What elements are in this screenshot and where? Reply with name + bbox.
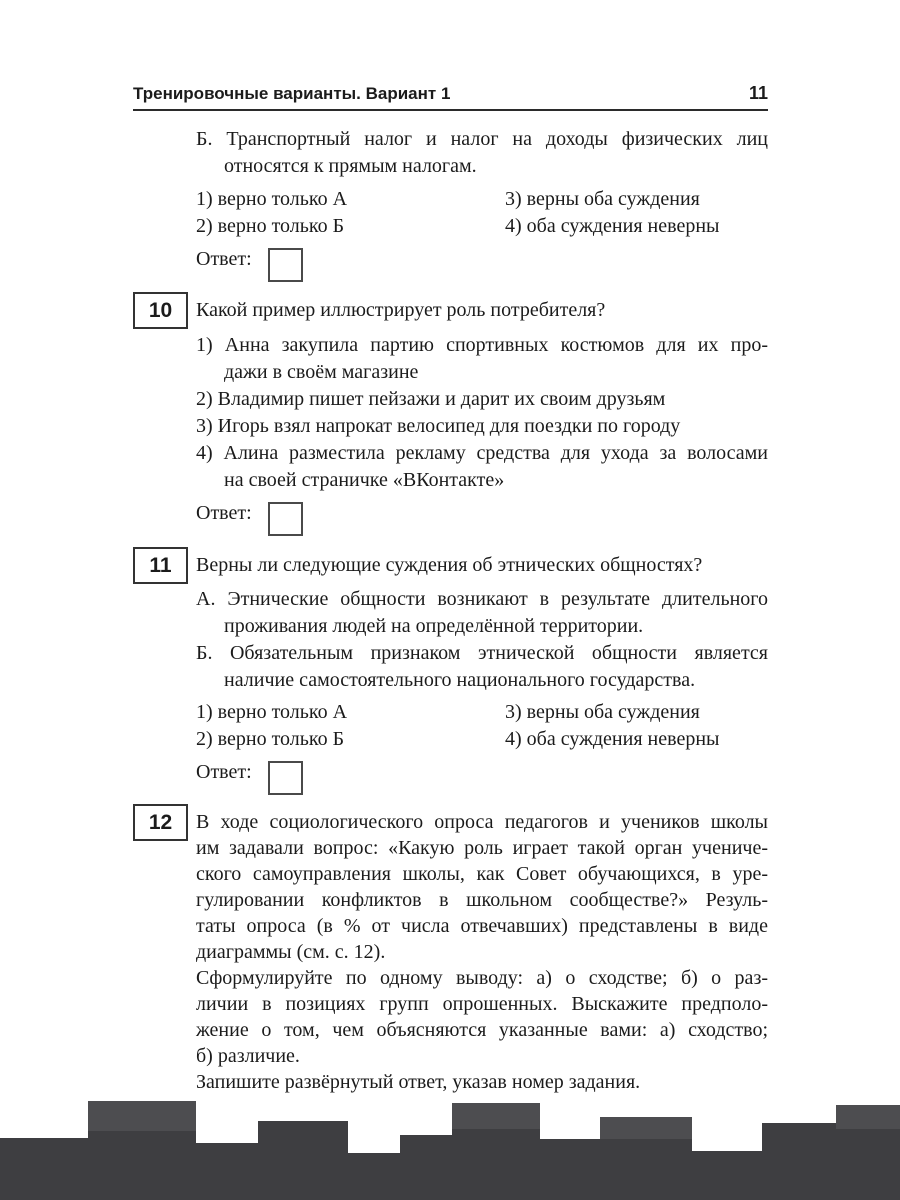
q11-statement-b-line1: Б. Обязательным признаком этнической общности является: [196, 642, 768, 664]
q12-text: [196, 809, 768, 1095]
q10-number: 10: [148, 298, 173, 322]
q11-option-2: 2) верно только Б: [196, 728, 345, 750]
q11-option-1: 1) верно только А: [196, 701, 348, 723]
page-number: 11: [748, 83, 768, 103]
q9-option-2: 2) верно только Б: [196, 215, 345, 237]
q12-line-2: им задавали вопрос: «Какую роль играет такой орган учениче-: [196, 837, 768, 859]
scan-edge-band: [0, 1093, 900, 1200]
q12-line-5: таты опроса (в % от числа отвечавших) представлены в виде: [196, 915, 768, 937]
q10-number-box: [133, 292, 188, 329]
q12-line-4: гулировании конфликтов в школьном сообществе?» Резуль-: [196, 889, 768, 911]
page-content: [133, 83, 768, 1095]
q12-line-9: жение о том, чем объясняются указанные вами: а) сходство;: [196, 1019, 768, 1041]
q11-answer-box[interactable]: [268, 761, 303, 795]
q10-option-4-line1: 4) Алина разместила рекламу средства для ухода за волосами: [196, 442, 768, 464]
q12-number: 12: [148, 810, 173, 834]
q11-statements: [196, 586, 768, 694]
q11-question-text: Верны ли следующие суждения об этнических общностях?: [196, 554, 703, 576]
scan-edge-block: [88, 1101, 196, 1131]
q12-line-10: б) различие.: [196, 1045, 300, 1067]
q11-statement-a-line1: А. Этнические общности возникают в результате длительного: [196, 588, 768, 610]
page-header: [133, 83, 768, 111]
q11-number-box: [133, 547, 188, 584]
q11-options: [196, 699, 768, 753]
question-10: [133, 297, 768, 536]
q11-answer-label: Ответ:: [196, 761, 252, 783]
q10-answer-box[interactable]: [268, 502, 303, 536]
q10-option-1-line1: 1) Анна закупила партию спортивных костюмов для их про-: [196, 334, 768, 356]
page-header-title: Тренировочные варианты. Вариант 1: [133, 84, 451, 103]
q10-option-1-line2: дажи в своём магазине: [224, 361, 419, 383]
scan-edge-block: [836, 1105, 900, 1129]
q10-options: [196, 332, 768, 494]
scan-edge-block: [452, 1103, 540, 1129]
question-12: [133, 809, 768, 1095]
q11-option-3: 3) верны оба суждения: [505, 701, 700, 723]
q9-statement-b-line1: Б. Транспортный налог и налог на доходы физических лиц: [196, 128, 768, 150]
q10-question-text: Какой пример иллюстрирует роль потребителя?: [196, 299, 606, 321]
q11-option-4: 4) оба суждения неверны: [505, 728, 720, 750]
q12-number-box: [133, 804, 188, 841]
q11-statement-a-line2: проживания людей на определённой территории.: [224, 615, 644, 637]
q10-option-3: 3) Игорь взял напрокат велосипед для поездки по городу: [196, 415, 681, 437]
q11-number: 11: [149, 553, 172, 577]
q12-line-6: диаграммы (см. с. 12).: [196, 941, 386, 963]
q9-answer-box[interactable]: [268, 248, 303, 282]
q9-answer-row: [196, 246, 768, 282]
q10-option-4-line2: на своей страничке «ВКонтакте»: [224, 469, 505, 491]
q12-line-1: В ходе социологического опроса педагогов и учеников школы: [196, 811, 768, 833]
q10-answer-row: [196, 500, 768, 536]
question-11: [133, 552, 768, 795]
q12-line-11: Запишите развёрнутый ответ, указав номер задания.: [196, 1071, 641, 1093]
q11-answer-row: [196, 759, 768, 795]
q12-line-7: Сформулируйте по одному выводу: а) о сходстве; б) о раз-: [196, 967, 768, 989]
q9-option-3: 3) верны оба суждения: [505, 188, 700, 210]
q9-answer-label: Ответ:: [196, 248, 252, 270]
q9-statement-b: [196, 126, 768, 180]
q9-option-4: 4) оба суждения неверны: [505, 215, 720, 237]
q12-line-3: ского самоуправления школы, как Совет обучающихся, в уре-: [196, 863, 768, 885]
q9-statement-b-line2: относятся к прямым налогам.: [224, 155, 477, 177]
q10-answer-label: Ответ:: [196, 502, 252, 524]
q11-statement-b-line2: наличие самостоятельного национального государства.: [224, 669, 696, 691]
q9-option-1: 1) верно только А: [196, 188, 348, 210]
q10-option-2: 2) Владимир пишет пейзажи и дарит их своим друзьям: [196, 388, 666, 410]
q12-line-8: личии в позициях групп опрошенных. Выскажите предполо-: [196, 993, 768, 1015]
scan-edge-block: [600, 1117, 692, 1139]
q9-options: [196, 186, 768, 240]
